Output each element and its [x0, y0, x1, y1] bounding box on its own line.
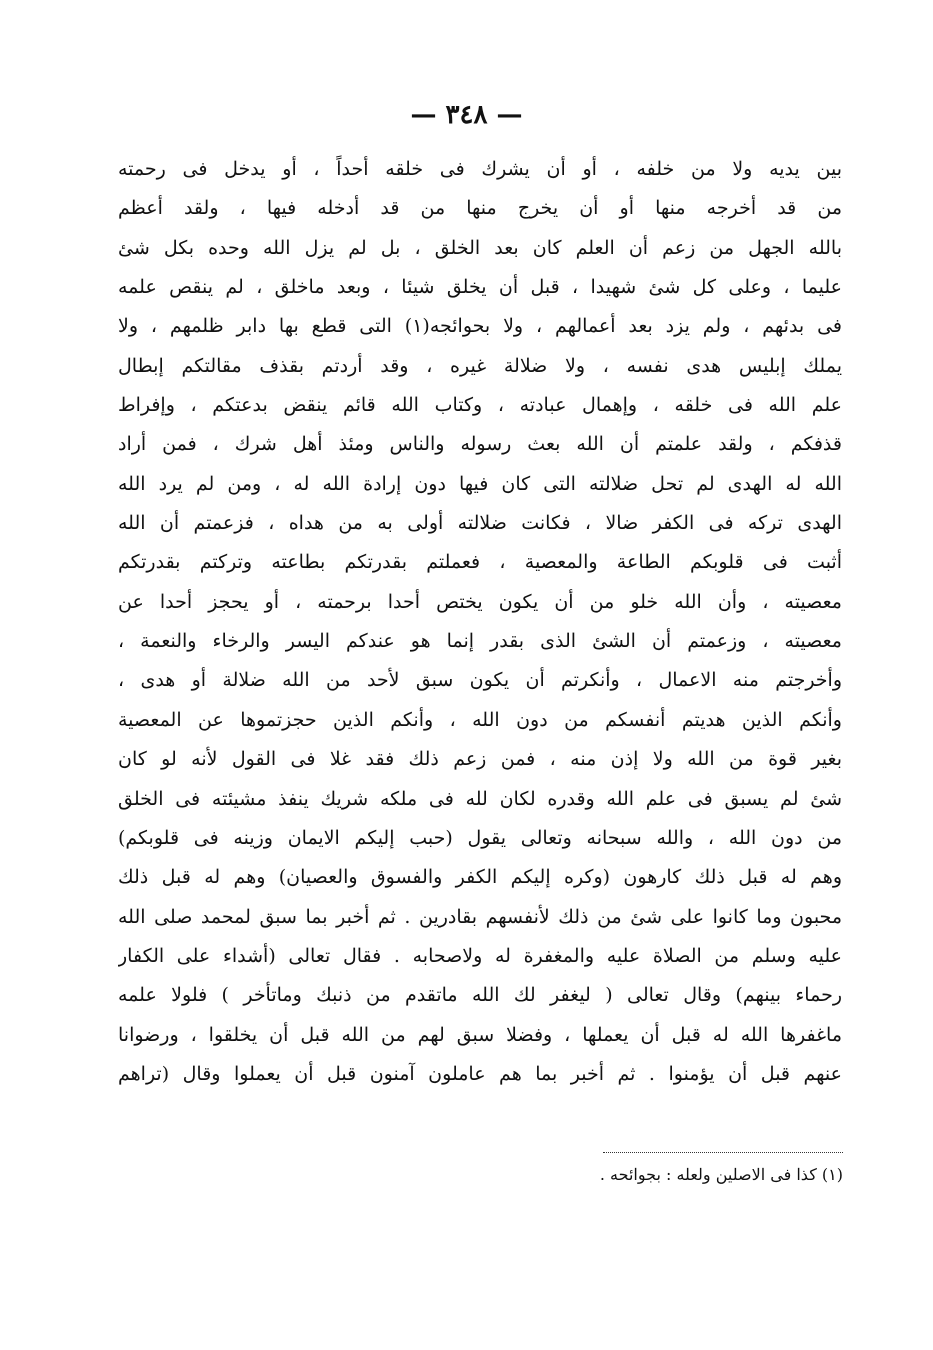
text-line: عليما ، وعلى كل شئ شهيدا ، قبل أن يخلق شيئا ، وبعد ماخلق ، لم ينقص علمه: [118, 276, 842, 299]
footnote: (١) كذا فى الاصلين ولعله : بجوائحه .: [599, 1165, 843, 1184]
text-line: رحماء بينهم) وقال تعالى ( ليغفر لك الله ماتقدم من ذنبك وماتأخر ) فلولا علمه: [118, 984, 842, 1007]
text-line: الهدى تركه فى الكفر ضالا ، فكانت ضلالته أولى به من هداه ، فزعمتم أن الله: [118, 512, 842, 535]
text-line: بغير قوة من الله ولا إذن منه ، فمن زعم ذلك فقد غلا فى القول لأنه لو كان: [118, 748, 842, 771]
text-line: ماغفرها الله له قبل أن يعملها ، وفضلا سبق لهم من الله قبل أن يخلقوا ، ورضوانا: [118, 1023, 842, 1046]
text-line: الله له الهدى لم تحل ضلالته التى كان فيها دون إرادة الله له ، ومن لم يرد الله: [118, 472, 842, 495]
text-line: علم الله فى خلقه ، وإهمال عبادته ، وكتاب الله قائم ينقض بدعتكم ، وإفراط: [118, 394, 842, 417]
text-line: عنهم قبل أن يؤمنوا . ثم أخبر بما هم عاملون آمنون قبل أن يعملوا وقال (تراهم: [118, 1062, 842, 1085]
text-line: قذفكم ، ولقد علمتم أن الله بعث رسوله والناس ومئذ أهل شرك ، فمن أراد: [118, 433, 842, 456]
text-line: معصيته ، وأن الله خلو من أن يكون يختص أحدا برحمته ، أو يحجز أحدا عن: [118, 590, 842, 613]
text-line: شئ لم يسبق فى علم الله وقدره لكان لله فى ملكه شريك ينفذ مشيئته فى الخلق: [118, 787, 842, 810]
text-line: يملك إبليس هدى نفسه ، ولا ضلالة غيره ، وقد أردتم بقذف مقالتكم إبطال: [118, 354, 842, 377]
body-text: [118, 150, 842, 1094]
text-line: بين يديه ولا من خلفه ، أو أن يشرك فى خلقه أحداً ، أو يدخل فى رحمته: [118, 158, 842, 180]
text-line: محبون وما كانوا على شئ من ذلك لأنفسهم بقادرين . ثم أخبر بما سبق لمحمد صلى الله: [118, 905, 842, 928]
text-line: وأخرجتم منه الاعمال ، وأنكرتم أن يكون سبق لأحد من الله ضلالة أو هدى ،: [118, 669, 842, 692]
text-line: معصيته ، وزعمتم أن الشئ الذى بقدر إنما هو عندكم اليسر والرخاء والنعمة ،: [118, 630, 842, 653]
text-line: عليه وسلم من الصلاة عليه والمغفرة له ولاصحابه . فقال تعالى (أشداء على الكفار: [118, 944, 842, 967]
page-number: — ٣٤٨ —: [410, 100, 523, 130]
text-line: فى بدئهم ، ولم يزد بعد أعمالهم ، ولا بحوائجه(١) التى قطع بها دابر ظلمهم ، ولا: [118, 315, 842, 338]
text-line: من دون الله ، والله سبحانه وتعالى يقول (حبب إليكم الايمان وزينه فى قلوبكم): [118, 826, 842, 849]
text-line: بالله الجهل من زعم أن العلم كان بعد الخلق ، بل لم يزل الله وحده بكل شئ: [118, 236, 842, 259]
text-line: وهم له قبل ذلك كارهون (وكره إليكم الكفر والفسوق والعصيان) وهم له قبل ذلك: [118, 866, 842, 889]
text-line: وأنكم الذين هديتم أنفسكم من دون الله ، وأنكم الذين حجزتموها عن المعصية: [118, 708, 842, 731]
text-line: أثبت فى قلوبكم الطاعة والمعصية ، فعملتم بقدرتكم بطاعته وتركتم بقدرتكم: [118, 551, 842, 574]
text-line: من قد أخرجه منها أو أن يخرج منها من قد أدخله فيها ، ولقد أعظم: [118, 197, 842, 220]
footnote-separator: [603, 1152, 843, 1153]
